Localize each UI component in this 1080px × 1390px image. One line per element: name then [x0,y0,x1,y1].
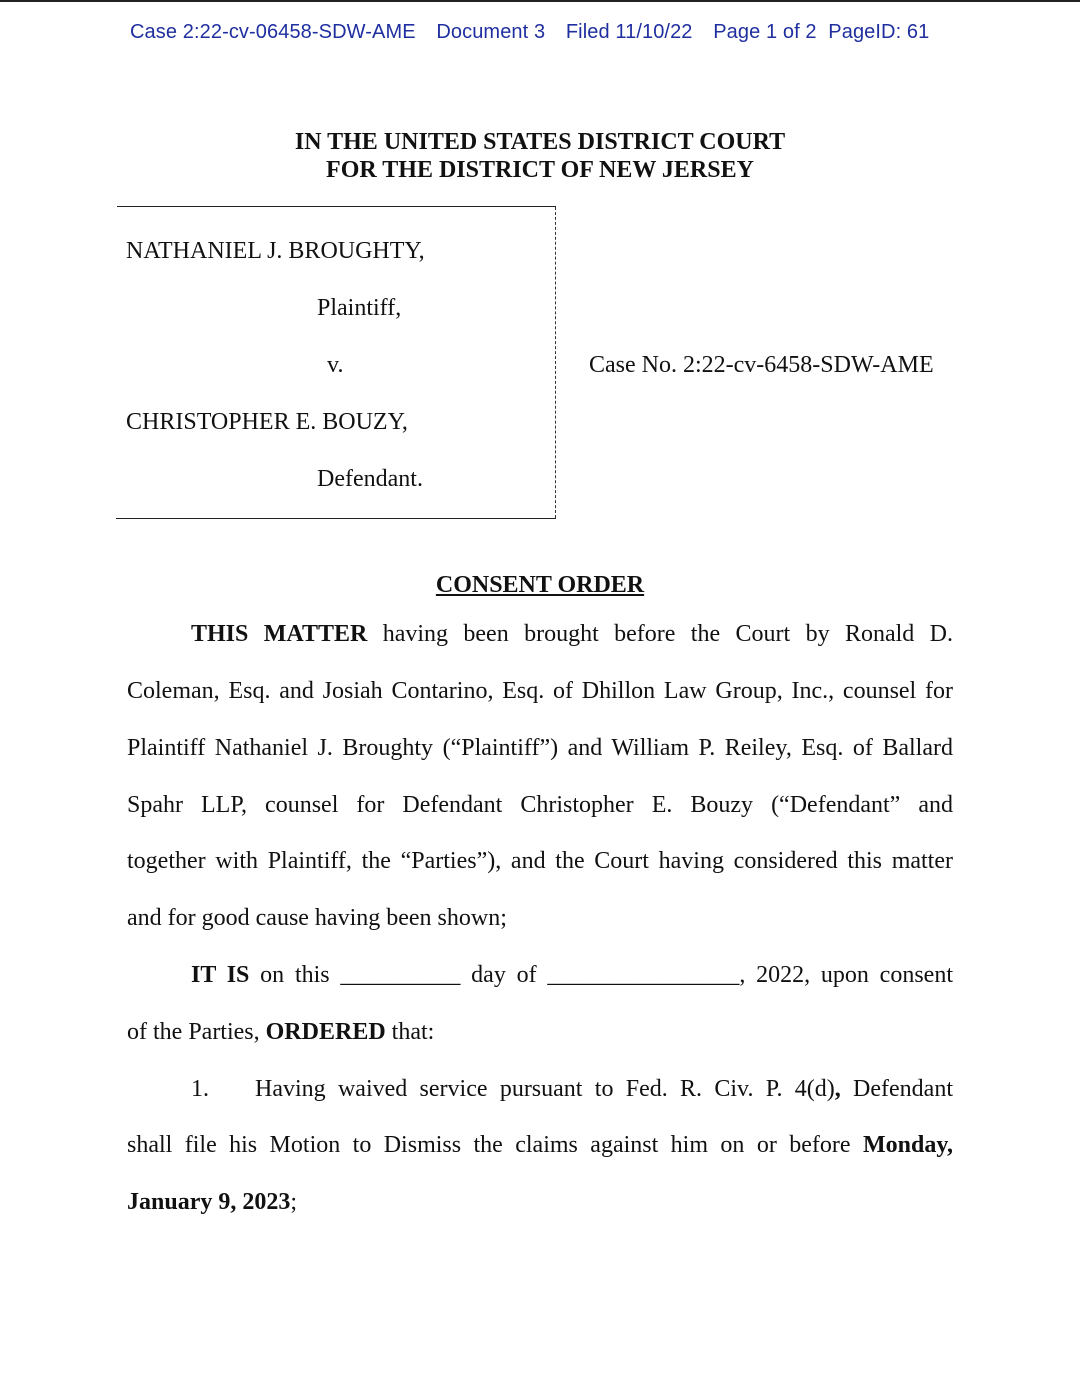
paragraph-2-lead: IT IS [191,962,250,988]
stamp-document: Document 3 [436,21,546,43]
item-1-line-2-text: shall file his Motion to Dismiss the claims against him on or before [127,1132,863,1158]
item-1-line-3 [127,1188,953,1216]
ordered-label: ORDERED [265,1019,386,1045]
filing-stamp [130,21,990,44]
paragraph-1-line-1-text: having been brought before the Court by Ronald D. [367,621,953,647]
court-heading-line-2: FOR THE DISTRICT OF NEW JERSEY [326,157,754,183]
item-1-line-1 [127,1075,953,1103]
paragraph-1-line-4: Spahr LLP, counsel for Defendant Christopher E. Bouzy (“Defendant” and [127,792,953,818]
plaintiff-role: Plaintiff, [317,295,402,321]
stamp-page: Page 1 of 2 [713,21,817,43]
item-1-bold-comma: , [834,1076,841,1102]
paragraph-2-line-1 [127,961,953,989]
stamp-case-number: Case 2:22-cv-06458-SDW-AME [130,21,416,43]
item-1-number: 1. [191,1076,209,1102]
page-top-border [0,0,1080,2]
item-1-line-2 [127,1131,953,1159]
paragraph-2-line-2-pre: of the Parties, [127,1019,266,1045]
paragraph-2-line-2-post: that: [385,1019,435,1045]
versus: v. [327,352,344,378]
order-title: CONSENT ORDER [435,572,645,598]
item-1-deadline-date: January 9, 2023 [127,1189,291,1215]
court-heading-line-1: IN THE UNITED STATES DISTRICT COURT [294,129,786,155]
item-1-line-3-post: ; [290,1189,298,1215]
item-1-line-1-post: Defendant [840,1076,954,1102]
caption-bottom-rule [116,518,556,519]
stamp-filed-date: Filed 11/10/22 [565,21,693,43]
court-heading [0,128,1080,184]
plaintiff-name: NATHANIEL J. BROUGHTY, [126,238,425,264]
case-number: Case No. 2:22-cv-6458-SDW-AME [589,352,934,378]
caption-divider [555,207,556,518]
paragraph-1-lead: THIS MATTER [191,621,368,647]
paragraph-1-line-5: together with Plaintiff, the “Parties”), and the Court having considered this matter [127,848,953,874]
paragraph-1-line-6: and for good cause having been shown; [127,905,507,931]
stamp-page-id: PageID: 61 [828,21,930,43]
paragraph-2-line-1-text: on this __________ day of ________________, 2022, upon consent [249,962,953,988]
paragraph-1-line-3: Plaintiff Nathaniel J. Broughty (“Plaintiff”) and William P. Reiley, Esq. of Ballard [127,735,953,761]
defendant-name: CHRISTOPHER E. BOUZY, [126,409,408,435]
item-1-line-1-text: Having waived service pursuant to Fed. R. Civ. P. 4(d) [255,1076,835,1102]
paragraph-1-line-2: Coleman, Esq. and Josiah Contarino, Esq. of Dhillon Law Group, Inc., counsel for [127,678,953,704]
caption-top-rule [117,206,556,207]
defendant-role: Defendant. [317,466,423,492]
item-1-deadline-day: Monday, [862,1132,953,1158]
paragraph-1-line-1 [127,620,953,648]
paragraph-2-line-2 [127,1018,953,1046]
